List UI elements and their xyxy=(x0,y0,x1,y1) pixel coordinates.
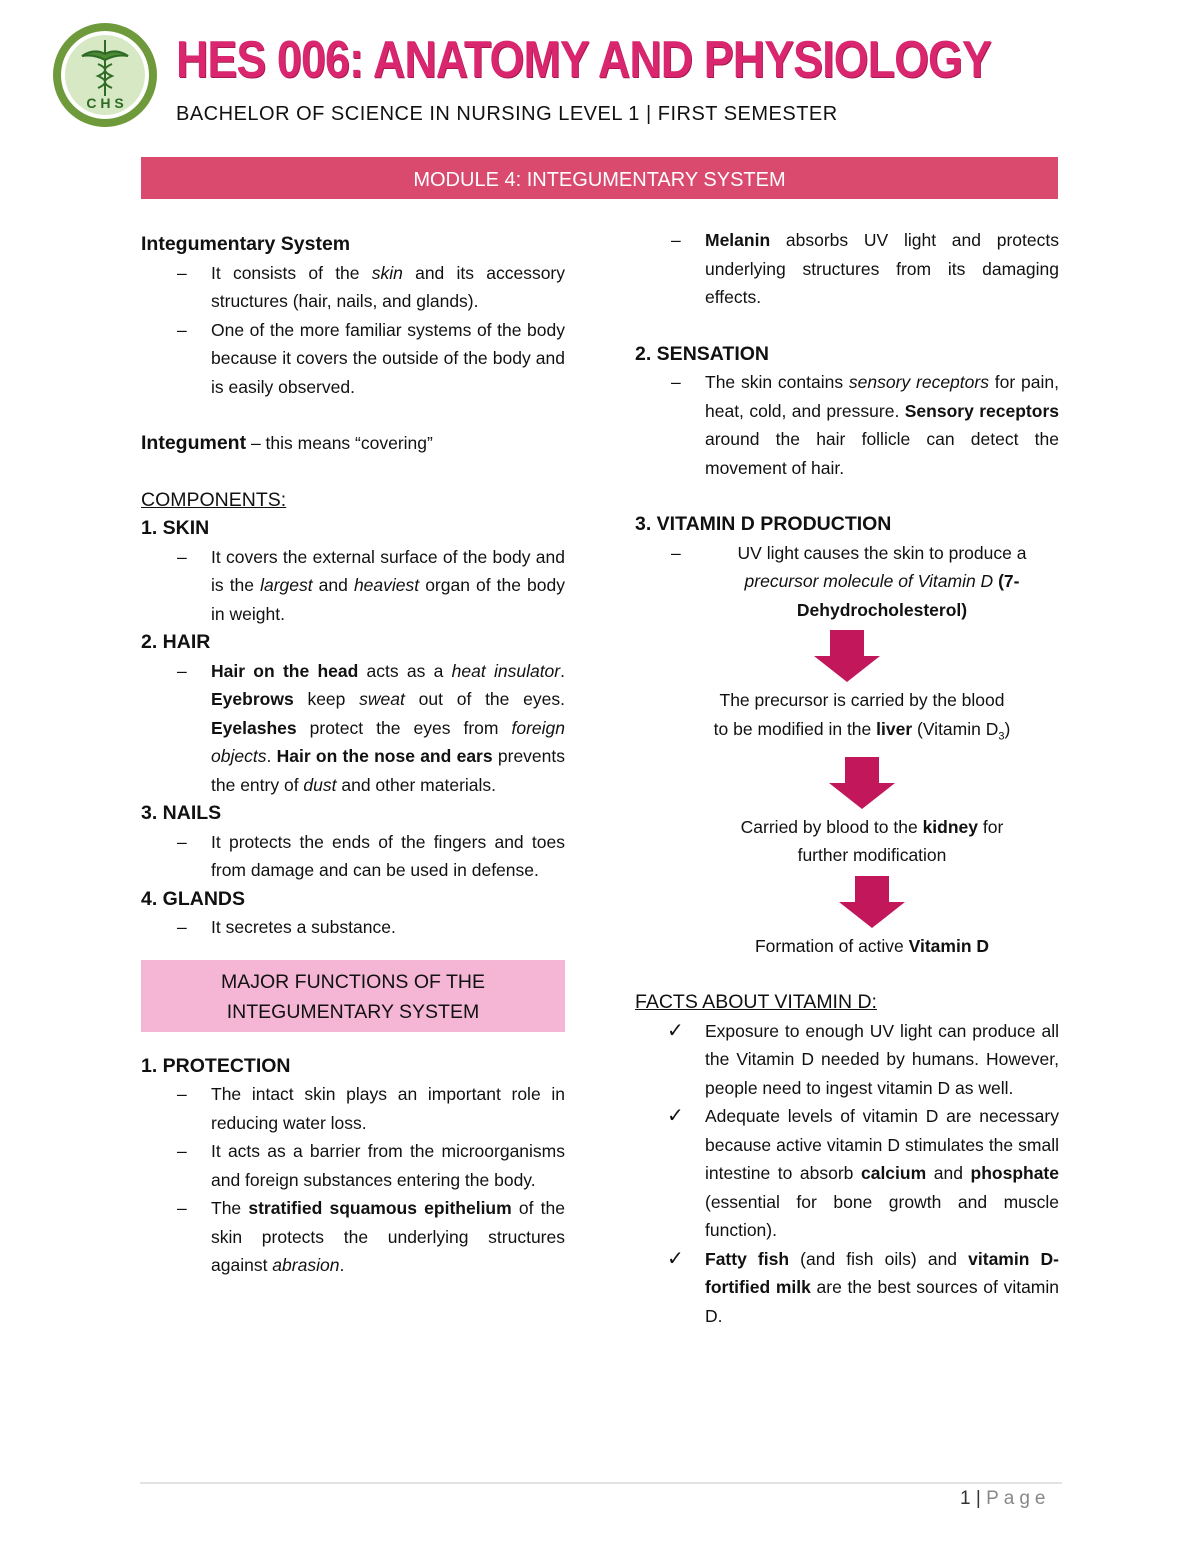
down-arrow-icon xyxy=(837,876,907,928)
college-logo xyxy=(52,22,158,128)
list-item: – It consists of the skin and its accessory structures (hair, nails, and glands). xyxy=(177,262,566,311)
right-column xyxy=(635,226,1059,1330)
list-item: ✓ Fatty fish (and fish oils) and vitamin D-fortified milk are the best sources of vitamin D. xyxy=(635,1245,1059,1331)
component-title: 1. SKIN xyxy=(141,517,210,539)
page-footer: 1 | Page xyxy=(960,1488,1051,1509)
list-item: – It secretes a substance. xyxy=(177,917,396,937)
list-item: – One of the more familiar systems of the body because it covers the outside of the body and is easily observed. xyxy=(177,319,565,397)
components-heading: COMPONENTS: xyxy=(141,488,287,511)
list-item: – The skin contains sensory receptors for pain, heat, cold, and pressure. Sensory receptors around the hair follicle can detect the movement of hair. xyxy=(671,372,1059,478)
module-banner: MODULE 4: INTEGUMENTARY SYSTEM xyxy=(141,157,1058,199)
page-number: 1 xyxy=(960,1488,971,1509)
down-arrow-icon xyxy=(827,757,897,809)
list-item: – It acts as a barrier from the microorganisms and foreign substances entering the body. xyxy=(177,1141,565,1190)
flow-step-2: The precursor is carried by the blood to be modified in the liver (Vitamin $D_3$) xyxy=(713,690,1011,742)
list-item: ✓ Adequate levels of vitamin D are necessary because active vitamin D stimulates the small intestine to absorb calcium and phosphate (essential for bone growth and muscle function). xyxy=(635,1102,1059,1245)
list-item: – The intact skin plays an important role in reducing water loss. xyxy=(177,1084,565,1133)
logo-letters: C H S xyxy=(86,95,124,111)
flow-step-3: Carried by blood to the kidney for further modification xyxy=(740,816,1004,865)
course-subtitle: BACHELOR OF SCIENCE IN NURSING LEVEL 1 | FIRST SEMESTER xyxy=(176,103,838,125)
flow-step-4: Formation of active Vitamin D xyxy=(754,935,990,956)
list-item: – The stratified squamous epithelium of the skin protects the underlying structures against abrasion. xyxy=(177,1198,565,1275)
functions-banner: MAJOR FUNCTIONS OF THE INTEGUMENTARY SYSTEM xyxy=(141,960,565,1032)
component-title: 3. NAILS xyxy=(141,802,222,824)
sensation-heading: 2. SENSATION xyxy=(635,342,769,365)
integument-definition: Integument – this means “covering” xyxy=(141,432,433,454)
component-title: 4. GLANDS xyxy=(141,887,246,910)
down-arrow-icon xyxy=(812,630,882,682)
facts-heading: FACTS ABOUT VITAMIN D: xyxy=(635,991,877,1013)
list-item: ✓ Exposure to enough UV light can produce all the Vitamin D needed by humans. However, people need to ingest vitamin D as well. xyxy=(635,1017,1059,1103)
left-column xyxy=(141,230,565,1280)
vitamin-d-heading: 3. VITAMIN D PRODUCTION xyxy=(635,513,892,535)
course-title: HES 006: ANATOMY AND PHYSIOLOGY xyxy=(176,31,991,89)
flow-step-1: – UV light causes the skin to produce a precursor molecule of Vitamin D (7- Dehydrocholesterol) xyxy=(671,542,1027,620)
list-item: – It protects the ends of the fingers and toes from damage and can be used in defense. xyxy=(177,831,565,880)
protection-heading: 1. PROTECTION xyxy=(141,1054,291,1077)
checkmark-icon: ✓ xyxy=(667,1019,684,1042)
checkmark-icon: ✓ xyxy=(667,1247,684,1270)
page-label: Page xyxy=(986,1488,1051,1509)
component-title: 2. HAIR xyxy=(141,631,211,653)
intro-heading: Integumentary System xyxy=(141,233,351,255)
footer-divider xyxy=(140,1482,1062,1484)
list-item: – Melanin absorbs UV light and protects underlying structures from its damaging effects. xyxy=(671,230,1059,307)
checkmark-icon: ✓ xyxy=(667,1105,684,1127)
list-item: – Hair on the head acts as a heat insulator. Eyebrows keep sweat out of the eyes. Eyelashes protect the eyes from foreign objects. Hair on the nose and ears prevents the entry of dust and other materials. xyxy=(177,660,566,795)
list-item: – It covers the external surface of the body and is the largest and heaviest organ of the body in weight. xyxy=(177,546,565,624)
